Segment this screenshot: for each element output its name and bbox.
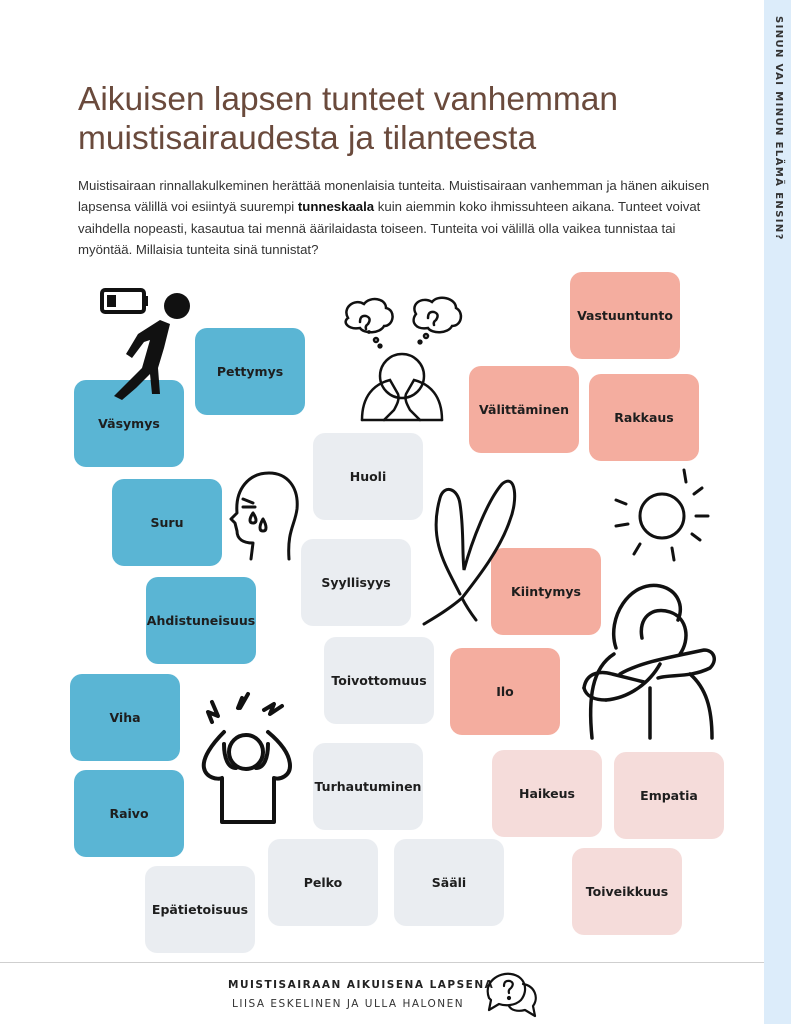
- footer-authors: LIISA ESKELINEN JA ULLA HALONEN: [232, 998, 465, 1010]
- emotion-epatietoisuus: Epätietoisuus: [145, 866, 255, 953]
- footer-divider: [0, 962, 764, 963]
- emotion-pettymys: Pettymys: [195, 328, 305, 415]
- emotion-vastuuntunto: Vastuuntunto: [570, 272, 680, 359]
- emotion-rakkaus: Rakkaus: [589, 374, 699, 461]
- emotion-huoli: Huoli: [313, 433, 423, 520]
- emotion-haikeus: Haikeus: [492, 750, 602, 837]
- stressed-person-icon: [194, 688, 298, 828]
- hug-icon: [580, 578, 720, 742]
- sun-icon: [612, 466, 712, 564]
- emotion-empatia: Empatia: [614, 752, 724, 839]
- emotion-ilo: Ilo: [450, 648, 560, 735]
- sidebar-title: SINUN VAI MINUN ELÄMÄ ENSIN?: [772, 16, 784, 241]
- emotion-suru: Suru: [112, 479, 222, 566]
- crying-face-icon: [229, 469, 301, 563]
- emotion-ahdistuneisuus: Ahdistuneisuus: [146, 577, 256, 664]
- emotion-toiveikkuus: Toiveikkuus: [572, 848, 682, 935]
- confused-person-icon: [340, 294, 466, 424]
- emotion-saali: Sääli: [394, 839, 504, 926]
- emotion-pelko: Pelko: [268, 839, 378, 926]
- emotion-toivottomuus: Toivottomuus: [324, 637, 434, 724]
- emotion-raivo: Raivo: [74, 770, 184, 857]
- emotion-syyllisyys: Syyllisyys: [301, 539, 411, 626]
- footer-book-title: MUISTISAIRAAN AIKUISENA LAPSENA: [228, 979, 495, 991]
- emotion-turhautuminen: Turhautuminen: [313, 743, 423, 830]
- intro-paragraph: Muistisairaan rinnallakulkeminen herättää monenlaisia tunteita. Muistisairaan vanhemman ja hänen aikuisen lapsensa välillä voi esiintyä suurempi tunneskaala kuin aiemmin koko ihmissuhteen aikana. Tunteet voivat vaihdella nopeasti, kasautua tai mennä äärilaidasta toiseen. Tunteita voi välillä olla vaikea tunnistaa tai myöntää. Millaisia tunteita sinä tunnistat?: [78, 178, 710, 257]
- tired-person-icon: [98, 284, 194, 402]
- page-title: Aikuisen lapsen tunteet vanhemman muistisairaudesta ja tilanteesta: [78, 81, 619, 157]
- intro-bold-term: tunneskaala: [297, 199, 375, 215]
- emotion-vasymys: Väsymys: [74, 380, 184, 467]
- emotion-kiintymys: Kiintymys: [491, 548, 601, 635]
- question-bubbles-icon: [483, 970, 539, 1020]
- emotion-valittaminen: Välittäminen: [469, 366, 579, 453]
- emotion-viha: Viha: [70, 674, 180, 761]
- heart-icon: [418, 470, 522, 628]
